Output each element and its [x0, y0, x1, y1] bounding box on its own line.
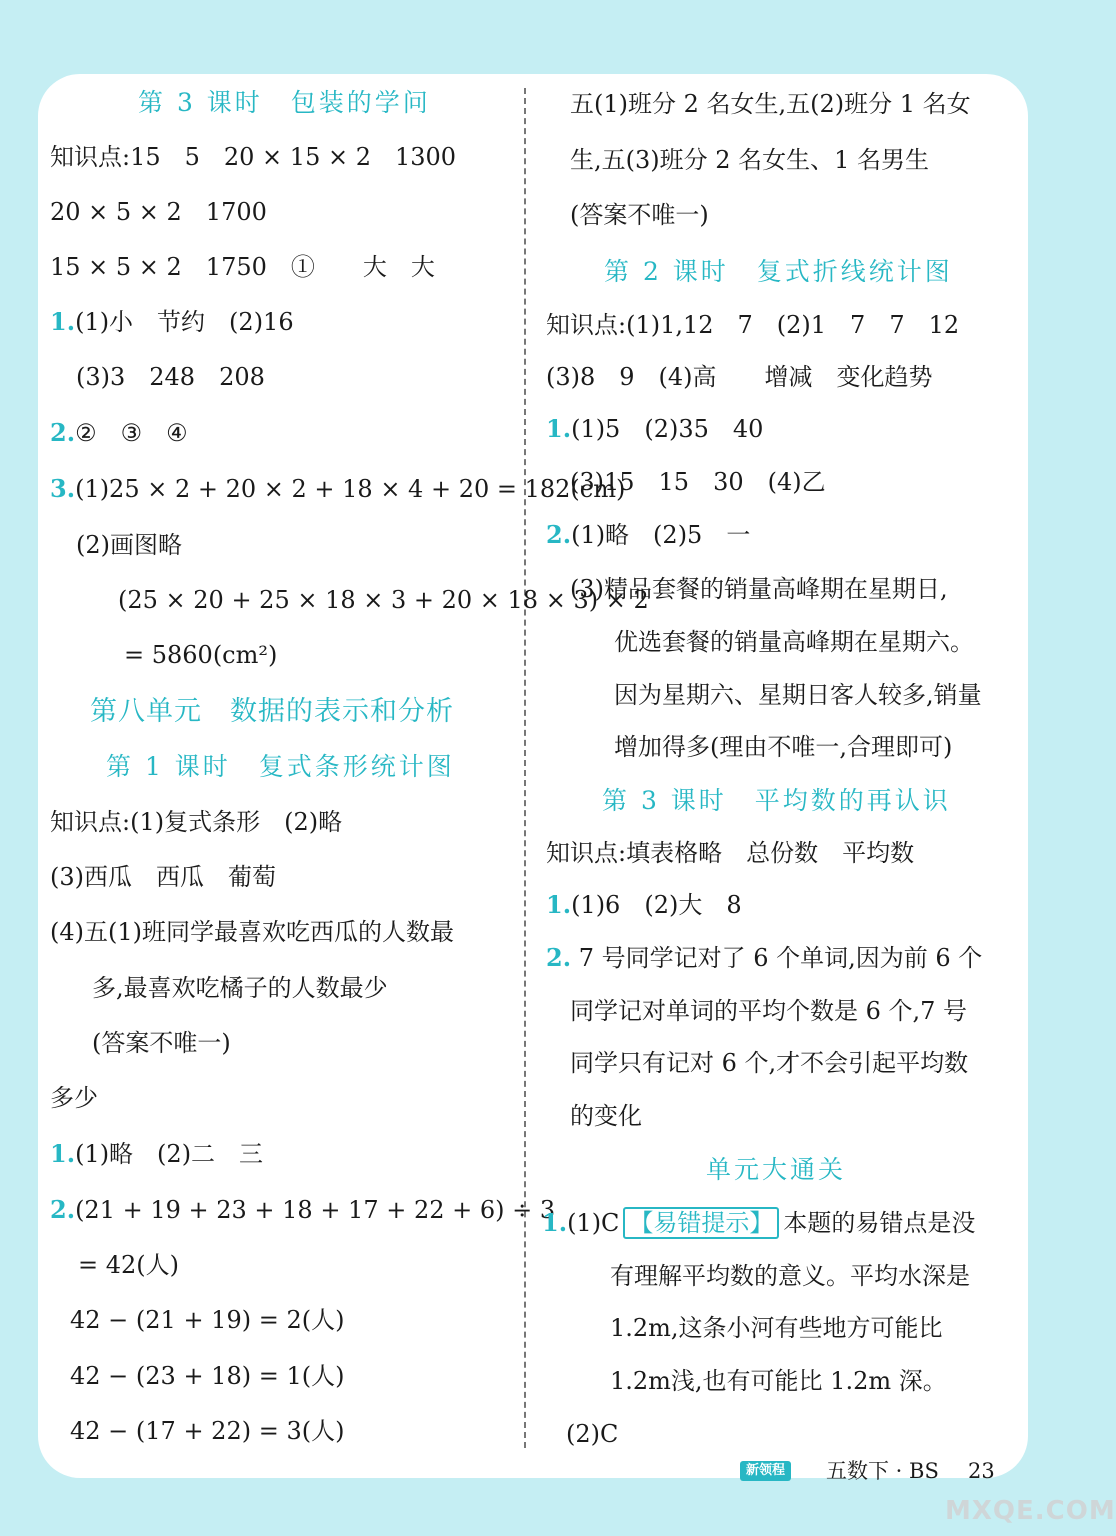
answer-line: 五(1)班分 2 名女生,五(2)班分 1 名女 — [570, 90, 971, 118]
answer-item-1 — [50, 1139, 263, 1169]
book-label: 五数下 · BS — [826, 1459, 939, 1483]
lesson-3-title: 第 3 课时 平均数的再认识 — [602, 786, 951, 815]
lesson-3-title: 第 3 课时 包装的学问 — [138, 88, 431, 117]
answer-item-2 — [50, 1195, 555, 1225]
knowledge-points: 知识点:15 5 20 × 15 × 2 1300 — [50, 143, 457, 171]
answer-text: (1)25 × 2 + 20 × 2 + 18 × 4 + 20 = 182(cm) — [75, 475, 626, 503]
lesson-1-title: 第 1 课时 复式条形统计图 — [106, 752, 455, 781]
answer-text: (1)C — [567, 1209, 620, 1237]
answer-line: 同学记对单词的平均个数是 6 个,7 号 — [570, 997, 968, 1025]
answer-line: 1.2m浅,也有可能比 1.2m 深。 — [610, 1367, 947, 1395]
knowledge-points: 知识点:填表格略 总份数 平均数 — [546, 839, 915, 867]
answer-line: 1.2m,这条小河有些地方可能比 — [610, 1314, 943, 1342]
column-divider — [524, 88, 526, 1448]
formula-line: 42 − (21 + 19) = 2(人) — [70, 1306, 345, 1334]
item-number: 2. — [50, 418, 76, 447]
answer-line: (3)8 9 (4)高 增减 变化趋势 — [546, 363, 933, 391]
answer-line: (2)画图略 — [76, 531, 182, 559]
formula-line: 42 − (23 + 18) = 1(人) — [70, 1362, 345, 1390]
unit-8-title: 第八单元 数据的表示和分析 — [90, 696, 454, 727]
answer-item-2 — [50, 418, 188, 448]
item-number: 1. — [546, 414, 572, 443]
answer-line: (3)西瓜 西瓜 葡萄 — [50, 863, 276, 891]
item-number: 2. — [546, 520, 572, 549]
answer-line: 15 × 5 × 2 1750 ① 大 大 — [50, 253, 435, 281]
answer-line: 多,最喜欢吃橘子的人数最少 — [92, 974, 388, 1002]
item-number: 1. — [542, 1208, 568, 1237]
answer-line: (3)精品套餐的销量高峰期在星期日, — [570, 575, 948, 603]
answer-text: (1)小 节约 (2)16 — [75, 308, 294, 336]
knowledge-points: 知识点:(1)1,12 7 (2)1 7 7 12 — [546, 311, 960, 339]
answer-item-1 — [542, 1208, 975, 1238]
brand-badge: 新领程 — [740, 1461, 791, 1481]
answer-line: (2)C — [566, 1420, 619, 1448]
answer-text: 本题的易错点是没 — [783, 1209, 976, 1237]
answer-text: (21 + 19 + 23 + 18 + 17 + 22 + 6) ÷ 3 — [75, 1196, 556, 1224]
answer-item-1 — [546, 890, 742, 920]
formula-line: 42 − (17 + 22) = 3(人) — [70, 1417, 345, 1445]
unit-review-title: 单元大通关 — [706, 1155, 847, 1184]
answer-line: 的变化 — [570, 1102, 642, 1130]
item-number: 1. — [50, 307, 76, 336]
item-number: 2. — [546, 943, 572, 972]
answer-line: 优选套餐的销量高峰期在星期六。 — [614, 628, 974, 656]
answer-text: 7 号同学记对了 6 个单词,因为前 6 个 — [578, 944, 983, 972]
answer-line: (3)3 248 208 — [76, 363, 265, 391]
answer-item-1 — [546, 414, 763, 444]
answer-text: (1)6 (2)大 8 — [571, 891, 742, 919]
answer-line: 有理解平均数的意义。平均水深是 — [610, 1262, 970, 1290]
item-number: 2. — [50, 1195, 76, 1224]
answer-line: (答案不唯一) — [570, 201, 709, 229]
answer-line: (4)五(1)班同学最喜欢吃西瓜的人数最 — [50, 918, 454, 946]
answer-line: 增加得多(理由不唯一,合理即可) — [614, 733, 953, 761]
item-number: 1. — [50, 1139, 76, 1168]
answer-line: 因为星期六、星期日客人较多,销量 — [614, 681, 982, 709]
answer-item-3 — [50, 474, 625, 504]
formula-line: = 5860(cm²) — [124, 641, 278, 669]
page-number: 23 — [968, 1459, 995, 1483]
answer-line: 多少 — [50, 1084, 98, 1112]
lesson-2-title: 第 2 课时 复式折线统计图 — [604, 257, 953, 286]
formula-line: = 42(人) — [78, 1251, 180, 1279]
item-number: 3. — [50, 474, 76, 503]
answer-line: (3)15 15 30 (4)乙 — [570, 468, 826, 496]
answer-text: (1)略 (2)5 一 — [571, 521, 751, 549]
answer-item-2 — [546, 520, 750, 550]
answer-text: (1)略 (2)二 三 — [75, 1140, 264, 1168]
answer-line: 生,五(3)班分 2 名女生、1 名男生 — [570, 146, 930, 174]
item-number: 1. — [546, 890, 572, 919]
answer-text: (1)5 (2)35 40 — [571, 415, 764, 443]
answer-line: 同学只有记对 6 个,才不会引起平均数 — [570, 1049, 969, 1077]
error-tip-label: 【易错提示】 — [623, 1207, 779, 1239]
knowledge-points: 知识点:(1)复式条形 (2)略 — [50, 808, 343, 836]
formula-line: (25 × 20 + 25 × 18 × 3 + 20 × 18 × 3) × 2 — [118, 586, 649, 614]
answer-text: ② ③ ④ — [75, 419, 188, 447]
answer-item-2 — [546, 943, 982, 973]
answer-item-1 — [50, 307, 294, 337]
answer-line: 20 × 5 × 2 1700 — [50, 198, 267, 226]
answer-line: (答案不唯一) — [92, 1029, 231, 1057]
watermark: MXQE.COM — [945, 1496, 1116, 1526]
